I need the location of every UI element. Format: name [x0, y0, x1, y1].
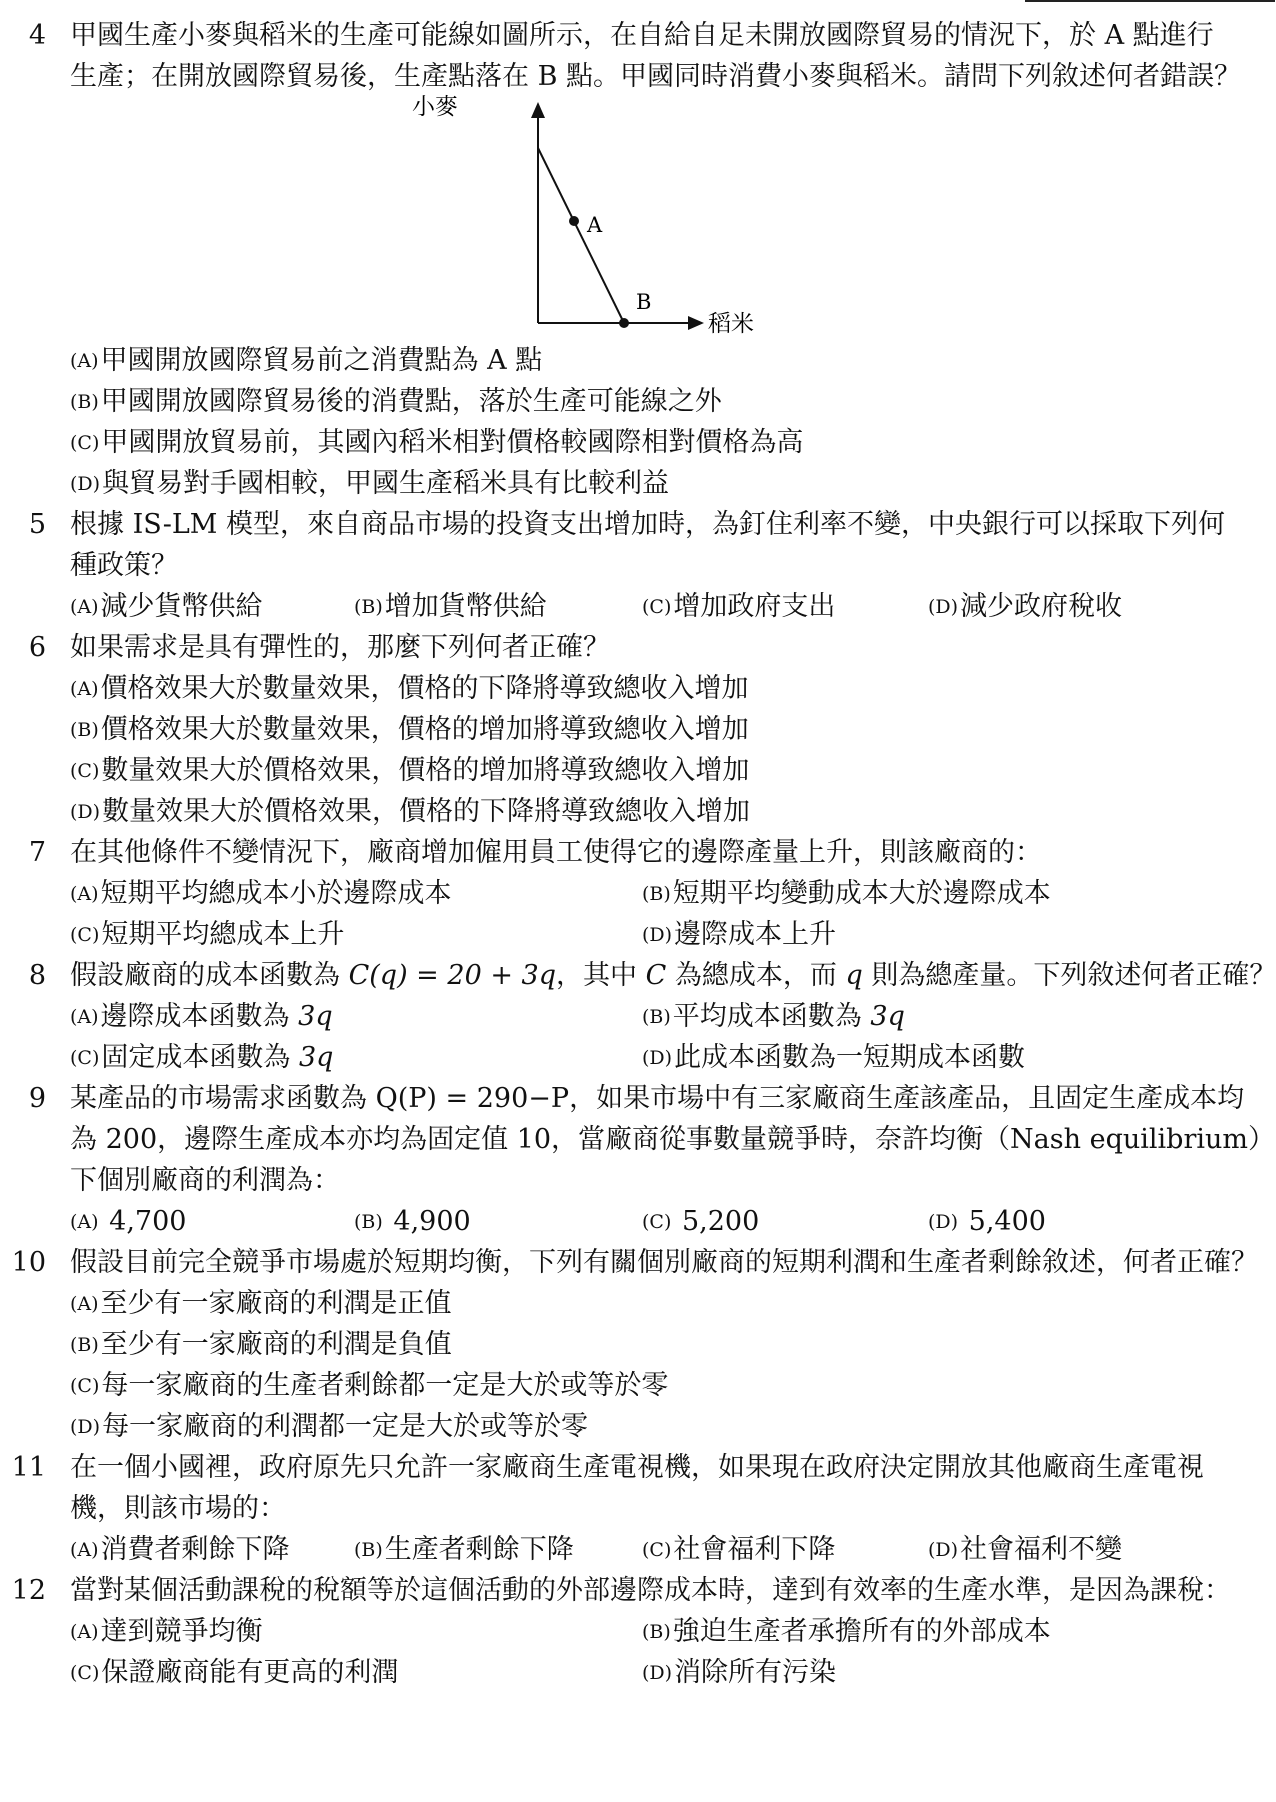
- question-text: 假設目前完全競爭市場處於短期均衡，下列有關個別廠商的短期利潤和生產者剩餘敘述，何者正確？: [70, 1247, 1258, 1278]
- question-number: 11: [11, 1452, 46, 1483]
- text-part: 為總成本，而: [666, 960, 846, 991]
- question-5-option-d[interactable]: [928, 586, 1122, 628]
- question-number: 12: [11, 1575, 46, 1606]
- question-7-option-d[interactable]: [642, 914, 836, 956]
- question-12-option-c[interactable]: [70, 1652, 398, 1694]
- option-text: 短期平均總成本上升: [101, 919, 345, 950]
- option-mark: (B): [642, 1621, 671, 1643]
- question-text: 下個別廠商的利潤為：: [70, 1165, 340, 1196]
- option-mark: (A): [70, 1211, 99, 1233]
- option-mark: (C): [70, 432, 100, 454]
- option-mark: (A): [70, 1293, 99, 1315]
- option-text: 增加政府支出: [673, 591, 836, 622]
- option-mark: (B): [354, 1539, 383, 1561]
- option-text: 每一家廠商的利潤都一定是大於或等於零: [102, 1411, 589, 1442]
- question-number: 4: [28, 20, 46, 51]
- option-text: 數量效果大於價格效果，價格的下降將導致總收入增加: [102, 796, 751, 827]
- question-11-option-a[interactable]: [70, 1529, 290, 1571]
- option-text: 消費者剩餘下降: [100, 1534, 290, 1565]
- question-8-option-b[interactable]: [642, 996, 905, 1038]
- y-axis-label: 小麥: [412, 94, 458, 120]
- option-mark: (B): [70, 1334, 99, 1356]
- option-mark: (B): [70, 391, 99, 413]
- question-9-option-d[interactable]: [928, 1201, 1046, 1243]
- option-mark: (C): [642, 1211, 672, 1233]
- option-text: 減少政府稅收: [960, 591, 1123, 622]
- question-6-option-c[interactable]: [70, 750, 749, 792]
- option-text: 固定成本函數為: [101, 1042, 299, 1073]
- option-mark: (A): [70, 1006, 99, 1028]
- option-mark: (D): [642, 1662, 673, 1684]
- option-mark: (D): [70, 1416, 101, 1438]
- question-number: 9: [28, 1083, 46, 1114]
- question-12-option-a[interactable]: [70, 1611, 263, 1653]
- option-mark: (B): [70, 719, 99, 741]
- option-text: 甲國開放國際貿易前之消費點為 A 點: [100, 345, 543, 376]
- question-5-option-b[interactable]: [354, 586, 547, 628]
- option-mark: (C): [70, 1662, 100, 1684]
- question-text: 種政策？: [70, 550, 178, 581]
- point-b: [619, 318, 629, 328]
- question-12-option-d[interactable]: [642, 1652, 836, 1694]
- option-mark: (D): [642, 924, 673, 946]
- var-q: q: [845, 960, 863, 991]
- question-text: 如果需求是具有彈性的，那麼下列何者正確？: [70, 632, 610, 663]
- option-text: 短期平均總成本小於邊際成本: [100, 878, 452, 909]
- production-possibility-line: [538, 148, 624, 323]
- question-7-option-c[interactable]: [70, 914, 344, 956]
- option-mark: (C): [642, 1539, 672, 1561]
- option-text: 平均成本函數為: [672, 1001, 871, 1032]
- option-mark: (B): [642, 1006, 671, 1028]
- option-mark: (A): [70, 596, 99, 618]
- option-text: 至少有一家廠商的利潤是正值: [100, 1288, 452, 1319]
- option-text: 生產者剩餘下降: [384, 1534, 574, 1565]
- option-text: 消除所有污染: [674, 1657, 837, 1688]
- question-4-option-b[interactable]: [70, 381, 722, 423]
- text-part: 則為總產量。下列敘述何者正確？: [862, 960, 1276, 991]
- question-4-option-d[interactable]: [70, 463, 669, 505]
- question-text: 甲國生產小麥與稻米的生產可能線如圖所示，在自給自足未開放國際貿易的情況下，於 A 點進行: [70, 20, 1214, 51]
- option-text: 社會福利下降: [673, 1534, 836, 1565]
- question-5-option-c[interactable]: [642, 586, 835, 628]
- question-number: 5: [28, 509, 46, 540]
- option-text: 與貿易對手國相較，甲國生產稻米具有比較利益: [102, 468, 670, 499]
- option-text: 每一家廠商的生產者剩餘都一定是大於或等於零: [101, 1370, 669, 1401]
- question-10-option-d[interactable]: [70, 1406, 588, 1448]
- question-number: 8: [28, 960, 46, 991]
- option-text: 達到競爭均衡: [100, 1616, 263, 1647]
- option-mark: (D): [70, 801, 101, 823]
- option-mark: (A): [70, 350, 99, 372]
- option-text: 此成本函數為一短期成本函數: [674, 1042, 1026, 1073]
- y-axis-arrow: [531, 102, 545, 118]
- option-text: 數量效果大於價格效果，價格的增加將導致總收入增加: [101, 755, 750, 786]
- question-11-option-b[interactable]: [354, 1529, 574, 1571]
- header-rule: [1025, 0, 1275, 2]
- question-4-option-c[interactable]: [70, 422, 803, 464]
- question-6-option-a[interactable]: [70, 668, 749, 710]
- option-text: 至少有一家廠商的利潤是負值: [100, 1329, 452, 1360]
- option-text: 邊際成本函數為: [100, 1001, 299, 1032]
- question-6-option-b[interactable]: [70, 709, 749, 751]
- question-8-option-a[interactable]: [70, 996, 333, 1038]
- var-c: C: [645, 960, 667, 991]
- question-12-option-b[interactable]: [642, 1611, 1051, 1653]
- option-text: 4,900: [393, 1206, 471, 1237]
- option-text: 邊際成本上升: [674, 919, 837, 950]
- option-mark: (B): [354, 1211, 383, 1233]
- question-11-option-d[interactable]: [928, 1529, 1122, 1571]
- option-text: 5,400: [968, 1206, 1046, 1237]
- option-text: 保證廠商能有更高的利潤: [101, 1657, 399, 1688]
- text-part: 假設廠商的成本函數為: [70, 960, 349, 991]
- option-mark: (D): [928, 1211, 959, 1233]
- question-text: 機，則該市場的：: [70, 1493, 286, 1524]
- option-mark: (D): [70, 473, 101, 495]
- option-text: 減少貨幣供給: [100, 591, 263, 622]
- option-mark: (D): [928, 596, 959, 618]
- question-8-option-c[interactable]: [70, 1037, 333, 1079]
- option-formula: 3q: [870, 1001, 905, 1032]
- question-9-option-b[interactable]: [354, 1201, 471, 1243]
- question-text: 在一個小國裡，政府原先只允許一家廠商生產電視機，如果現在政府決定開放其他廠商生產電視: [70, 1452, 1204, 1483]
- option-mark: (C): [642, 596, 672, 618]
- option-text: 4,700: [109, 1206, 187, 1237]
- option-text: 價格效果大於數量效果，價格的下降將導致總收入增加: [100, 673, 749, 704]
- question-text: 某產品的市場需求函數為 Q(P) = 290−P，如果市場中有三家廠商生產該產品，且固定生產成本均: [70, 1083, 1245, 1114]
- point-b-label: B: [636, 290, 652, 314]
- x-axis-arrow: [688, 316, 704, 330]
- question-7-option-b[interactable]: [642, 873, 1051, 915]
- x-axis-label: 稻米: [708, 311, 754, 337]
- question-number: 6: [28, 632, 46, 663]
- question-10-option-b[interactable]: [70, 1324, 452, 1366]
- question-text: 在其他條件不變情況下，廠商增加僱用員工使得它的邊際產量上升，則該廠商的：: [70, 837, 1042, 868]
- question-text: [70, 955, 1276, 996]
- option-text: 增加貨幣供給: [384, 591, 547, 622]
- option-text: 短期平均變動成本大於邊際成本: [672, 878, 1051, 909]
- option-text: 價格效果大於數量效果，價格的增加將導致總收入增加: [100, 714, 749, 745]
- option-text: 5,200: [681, 1206, 760, 1237]
- question-number: 10: [11, 1247, 46, 1278]
- point-a: [569, 216, 579, 226]
- option-mark: (A): [70, 883, 99, 905]
- option-text: 甲國開放貿易前，其國內稻米相對價格較國際相對價格為高: [101, 427, 804, 458]
- option-text: 強迫生產者承擔所有的外部成本: [672, 1616, 1051, 1647]
- option-formula: 3q: [298, 1001, 333, 1032]
- question-9-option-a[interactable]: [70, 1201, 186, 1243]
- question-9-option-c[interactable]: [642, 1201, 759, 1243]
- question-number: 7: [28, 837, 46, 868]
- option-mark: (C): [70, 760, 100, 782]
- option-text: 甲國開放國際貿易後的消費點，落於生產可能線之外: [100, 386, 722, 417]
- cost-formula: C(q) = 20 + 3q: [348, 960, 556, 991]
- option-mark: (C): [70, 1375, 100, 1397]
- option-mark: (D): [642, 1047, 673, 1069]
- text-part: ，其中: [556, 960, 646, 991]
- option-mark: (A): [70, 1539, 99, 1561]
- question-text: 生產；在開放國際貿易後，生產點落在 B 點。甲國同時消費小麥與稻米。請問下列敘述何者錯誤？: [70, 61, 1242, 92]
- question-11-option-c[interactable]: [642, 1529, 835, 1571]
- option-formula: 3q: [298, 1042, 334, 1073]
- question-10-option-c[interactable]: [70, 1365, 668, 1407]
- option-mark: (C): [70, 1047, 100, 1069]
- option-mark: (B): [354, 596, 383, 618]
- option-text: 社會福利不變: [960, 1534, 1123, 1565]
- question-8-option-d[interactable]: [642, 1037, 1025, 1079]
- option-mark: (D): [928, 1539, 959, 1561]
- option-mark: (C): [70, 924, 100, 946]
- question-10-option-a[interactable]: [70, 1283, 452, 1325]
- question-text: 為 200，邊際生產成本亦均為固定值 10，當廠商從事數量競爭時，奈許均衡（Nash equilibrium）: [70, 1124, 1275, 1155]
- question-6-option-d[interactable]: [70, 791, 750, 833]
- production-possibility-graph: [412, 94, 754, 338]
- question-7-option-a[interactable]: [70, 873, 452, 915]
- question-4-option-a[interactable]: [70, 340, 542, 382]
- option-mark: (A): [70, 1621, 99, 1643]
- option-mark: (A): [70, 678, 99, 700]
- point-a-label: A: [587, 213, 603, 237]
- question-5-option-a[interactable]: [70, 586, 263, 628]
- question-text: 當對某個活動課稅的稅額等於這個活動的外部邊際成本時，達到有效率的生產水準，是因為課稅：: [70, 1575, 1231, 1606]
- option-mark: (B): [642, 883, 671, 905]
- question-text: 根據 IS-LM 模型，來自商品市場的投資支出增加時，為釘住利率不變，中央銀行可以採取下列何: [70, 509, 1226, 540]
